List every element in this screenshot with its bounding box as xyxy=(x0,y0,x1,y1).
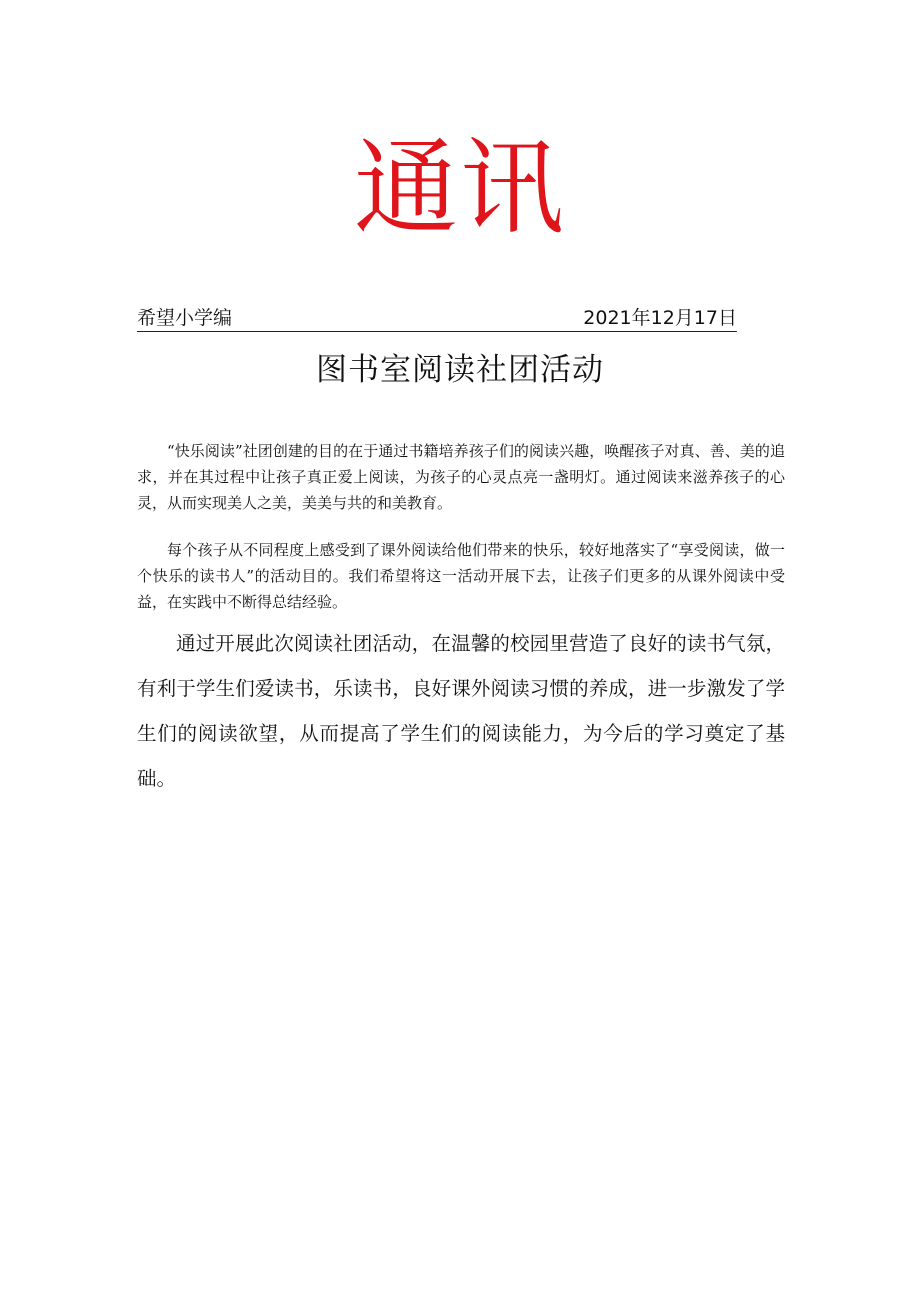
byline xyxy=(137,305,737,332)
publish-date: 2021年12月17日 xyxy=(583,307,737,329)
masthead-title: 通讯 xyxy=(353,127,566,249)
article-paragraph-1: “快乐阅读”社团创建的目的在于通过书籍培养孩子们的阅读兴趣，唤醒孩子对真、善、美的追求，并在其过程中让孩子真正爱上阅读，为孩子的心灵点亮一盏明灯。通过阅读来滋养孩子的心灵，从而实现美人之美，美美与共的和美教育。 xyxy=(137,442,785,512)
article-paragraph-3: 通过开展此次阅读社团活动，在温馨的校园里营造了良好的读书气氛，有利于学生们爱读书，乐读书，良好课外阅读习惯的养成，进一步激发了学生们的阅读欲望，从而提高了学生们的阅读能力，为今后的学习奠定了基础。 xyxy=(137,632,785,790)
publisher-name: 希望小学编 xyxy=(137,307,233,329)
article-paragraph-2: 每个孩子从不同程度上感受到了课外阅读给他们带来的快乐，较好地落实了“享受阅读，做一个快乐的读书人”的活动目的。我们希望将这一活动开展下去，让孩子们更多的从课外阅读中受益，在实践中不断得总结经验。 xyxy=(137,541,785,611)
article-headline: 图书室阅读社团活动 xyxy=(316,352,604,388)
